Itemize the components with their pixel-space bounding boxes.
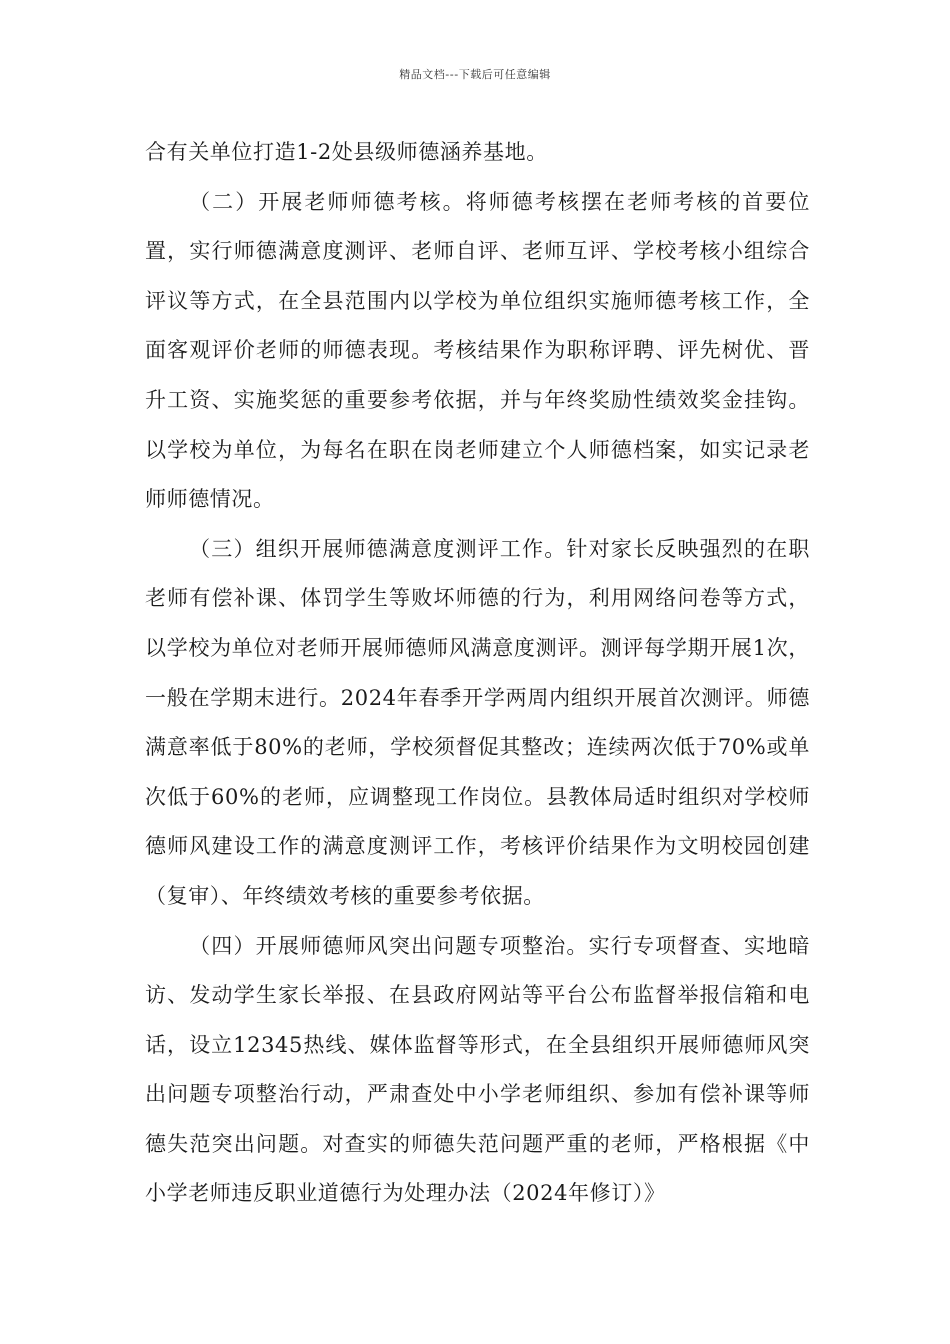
page-header: 精品文档---下载后可任意编辑: [399, 68, 551, 81]
paragraph-teacher-ethics-assessment: （二）开展老师师德考核。将师德考核摆在老师考核的首要位置，实行师德满意度测评、老师自评、老师互评、学校考核小组综合评议等方式，在全县范围内以学校为单位组织实施师德考核工作，全面客观评价老师的师德表现。考核结果作为职称评聘、评先树优、晋升工资、实施奖惩的重要参考依据，并与年终奖励性绩效奖金挂钩。以学校为单位，为每名在职在岗老师建立个人师德档案，如实记录老师师德情况。: [145, 189, 810, 512]
document-body: [145, 128, 810, 1219]
paragraph-satisfaction-survey: （三）组织开展师德满意度测评工作。针对家长反映强烈的在职老师有偿补课、体罚学生等败坏师德的行为，利用网络问卷等方式，以学校为单位对老师开展师德师风满意度测评。测评每学期开展1次，一般在学期末进行。2024年春季开学两周内组织开展首次测评。师德满意率低于80%的老师，学校须督促其整改；连续两次低于70%或单次低于60%的老师，应调整现工作岗位。县教体局适时组织对学校师德师风建设工作的满意度测评工作，考核评价结果作为文明校园创建（复审）、年终绩效考核的重要参考依据。: [145, 536, 810, 908]
paragraph-continuation: 合有关单位打造1-2处县级师德涵养基地。: [145, 140, 548, 164]
paragraph-special-rectification: （四）开展师德师风突出问题专项整治。实行专项督查、实地暗访、发动学生家长举报、在县政府网站等平台公布监督举报信箱和电话，设立12345热线、媒体监督等形式，在全县组织开展师德师风突出问题专项整治行动，严肃查处中小学老师组织、参加有偿补课等师德失范突出问题。对查实的师德失范问题严重的老师，严格根据《中小学老师违反职业道德行为处理办法（2024年修订）》: [145, 933, 810, 1206]
